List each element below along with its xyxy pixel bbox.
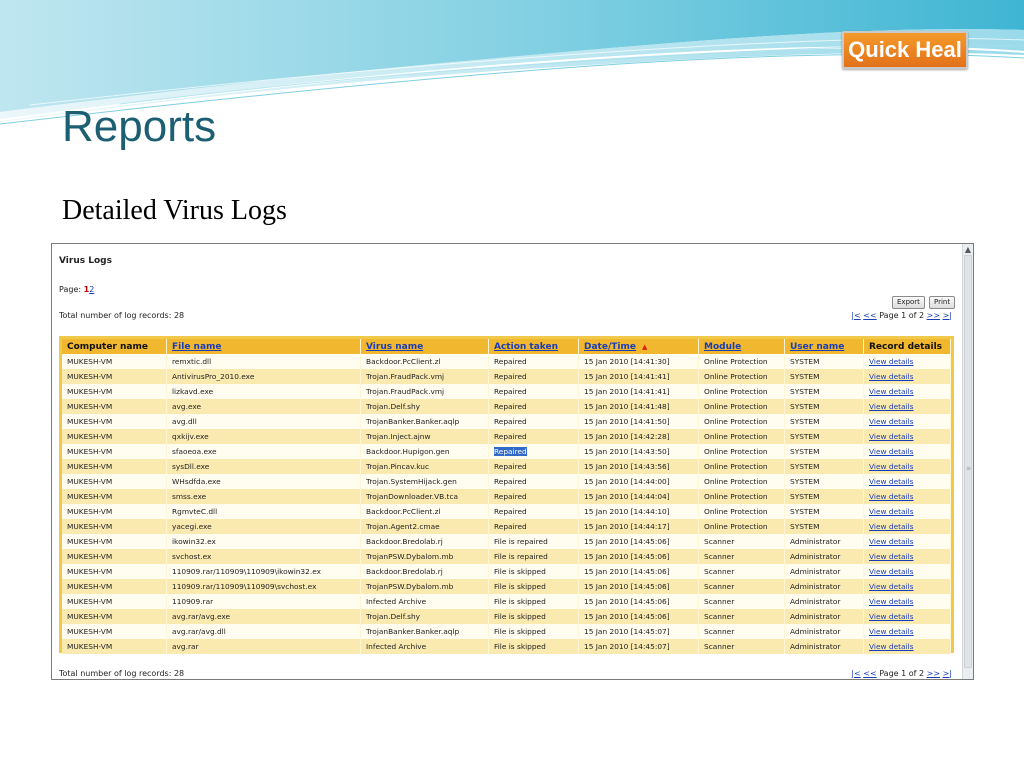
user-name-cell: Administrator	[785, 594, 864, 609]
module-cell: Online Protection	[699, 384, 785, 399]
date-time-cell: 15 Jan 2010 [14:44:04]	[579, 489, 699, 504]
computer-name-cell: MUKESH-VM	[62, 489, 167, 504]
table-row	[62, 624, 951, 639]
last-page-link[interactable]: >|	[942, 311, 952, 320]
computer-name-cell: MUKESH-VM	[62, 369, 167, 384]
virus-name-cell: TrojanPSW.Dybalom.mb	[361, 579, 489, 594]
virus-name-cell: Backdoor.PcClient.zl	[361, 504, 489, 519]
prev-page-link[interactable]: <<	[863, 311, 877, 320]
view-details-link[interactable]: View details	[869, 552, 914, 561]
action-taken-cell: Repaired	[489, 369, 579, 384]
record-details-cell	[864, 624, 951, 639]
table-row	[62, 564, 951, 579]
module-cell: Online Protection	[699, 459, 785, 474]
module-cell: Online Protection	[699, 369, 785, 384]
column-header[interactable]	[489, 339, 579, 354]
user-name-cell: Administrator	[785, 579, 864, 594]
table-row	[62, 609, 951, 624]
page-selector	[59, 285, 94, 294]
page-2-link[interactable]: 2	[89, 285, 95, 294]
user-name-cell: SYSTEM	[785, 474, 864, 489]
computer-name-cell: MUKESH-VM	[62, 534, 167, 549]
module-cell: Online Protection	[699, 474, 785, 489]
computer-name-cell: MUKESH-VM	[62, 414, 167, 429]
action-taken-cell: Repaired	[489, 474, 579, 489]
file-name-cell: yacegi.exe	[167, 519, 361, 534]
virus-name-cell: Trojan.SystemHijack.gen	[361, 474, 489, 489]
prev-page-link[interactable]: <<	[863, 669, 877, 678]
date-time-cell: 15 Jan 2010 [14:44:00]	[579, 474, 699, 489]
table-row	[62, 474, 951, 489]
column-header-label: Module	[704, 341, 742, 352]
column-header-label: User name	[790, 341, 845, 352]
action-taken-cell: File is skipped	[489, 579, 579, 594]
date-time-cell: 15 Jan 2010 [14:41:41]	[579, 384, 699, 399]
computer-name-cell: MUKESH-VM	[62, 594, 167, 609]
computer-name-cell: MUKESH-VM	[62, 639, 167, 654]
user-name-cell: SYSTEM	[785, 444, 864, 459]
module-cell: Online Protection	[699, 444, 785, 459]
virus-name-cell: Backdoor.PcClient.zl	[361, 354, 489, 369]
date-time-cell: 15 Jan 2010 [14:45:06]	[579, 534, 699, 549]
user-name-cell: SYSTEM	[785, 429, 864, 444]
module-cell: Online Protection	[699, 414, 785, 429]
file-name-cell: svchost.ex	[167, 549, 361, 564]
virus-name-cell: Backdoor.Bredolab.rj	[361, 534, 489, 549]
column-header	[62, 339, 167, 354]
file-name-cell: smss.exe	[167, 489, 361, 504]
virus-logs-title: Virus Logs	[59, 256, 112, 266]
pagination-top	[851, 311, 952, 320]
module-cell: Online Protection	[699, 504, 785, 519]
computer-name-cell: MUKESH-VM	[62, 579, 167, 594]
module-cell: Scanner	[699, 609, 785, 624]
view-details-link[interactable]: View details	[869, 567, 914, 576]
record-details-cell	[864, 369, 951, 384]
file-name-cell: avg.dll	[167, 414, 361, 429]
virus-name-cell: TrojanBanker.Banker.aqlp	[361, 624, 489, 639]
module-cell: Online Protection	[699, 489, 785, 504]
view-details-link[interactable]: View details	[869, 582, 914, 591]
user-name-cell: Administrator	[785, 564, 864, 579]
table-row	[62, 399, 951, 414]
column-header[interactable]	[579, 339, 699, 354]
virus-name-cell: Infected Archive	[361, 639, 489, 654]
file-name-cell: 110909.rar/110909\110909\ikowin32.ex	[167, 564, 361, 579]
action-taken-cell: Repaired	[489, 429, 579, 444]
user-name-cell: SYSTEM	[785, 459, 864, 474]
record-details-cell	[864, 489, 951, 504]
total-records-bottom: Total number of log records: 28	[59, 669, 185, 678]
record-details-cell	[864, 549, 951, 564]
module-cell: Online Protection	[699, 399, 785, 414]
date-time-cell: 15 Jan 2010 [14:45:06]	[579, 564, 699, 579]
view-details-link[interactable]: View details	[869, 372, 914, 381]
computer-name-cell: MUKESH-VM	[62, 354, 167, 369]
date-time-cell: 15 Jan 2010 [14:45:06]	[579, 579, 699, 594]
date-time-cell: 15 Jan 2010 [14:44:17]	[579, 519, 699, 534]
table-row	[62, 459, 951, 474]
action-taken-cell: File is skipped	[489, 624, 579, 639]
user-name-cell: SYSTEM	[785, 399, 864, 414]
column-header[interactable]	[699, 339, 785, 354]
file-name-cell: avg.rar	[167, 639, 361, 654]
virus-name-cell: Trojan.Pincav.kuc	[361, 459, 489, 474]
virus-name-cell: TrojanDownloader.VB.tca	[361, 489, 489, 504]
virus-name-cell: Trojan.Delf.shy	[361, 609, 489, 624]
view-details-link[interactable]: View details	[869, 432, 914, 441]
user-name-cell: SYSTEM	[785, 369, 864, 384]
view-details-link[interactable]: View details	[869, 537, 914, 546]
selected-text: Repaired	[494, 447, 527, 456]
virus-name-cell: TrojanPSW.Dybalom.mb	[361, 549, 489, 564]
table-row	[62, 534, 951, 549]
user-name-cell: SYSTEM	[785, 354, 864, 369]
computer-name-cell: MUKESH-VM	[62, 384, 167, 399]
file-name-cell: RgmvteC.dll	[167, 504, 361, 519]
action-taken-cell: Repaired	[489, 354, 579, 369]
sort-ascending-icon[interactable]: ▲	[641, 342, 648, 351]
file-name-cell: ikowin32.ex	[167, 534, 361, 549]
date-time-cell: 15 Jan 2010 [14:41:50]	[579, 414, 699, 429]
virus-logs-screenshot	[51, 243, 974, 680]
action-taken-cell: Repaired	[489, 384, 579, 399]
date-time-cell: 15 Jan 2010 [14:45:06]	[579, 609, 699, 624]
computer-name-cell: MUKESH-VM	[62, 444, 167, 459]
virus-name-cell: Trojan.FraudPack.vmj	[361, 369, 489, 384]
file-name-cell: avg.rar/avg.dll	[167, 624, 361, 639]
action-taken-cell: Repaired	[489, 414, 579, 429]
scrollbar-thumb[interactable]	[964, 255, 972, 668]
module-cell: Scanner	[699, 624, 785, 639]
module-cell: Scanner	[699, 639, 785, 654]
record-details-cell	[864, 399, 951, 414]
view-details-link[interactable]: View details	[869, 477, 914, 486]
date-time-cell: 15 Jan 2010 [14:45:06]	[579, 549, 699, 564]
virus-log-table	[62, 339, 951, 654]
user-name-cell: SYSTEM	[785, 414, 864, 429]
table-row	[62, 549, 951, 564]
computer-name-cell: MUKESH-VM	[62, 624, 167, 639]
page-info: Page 1 of 2	[879, 669, 925, 678]
module-cell: Online Protection	[699, 354, 785, 369]
computer-name-cell: MUKESH-VM	[62, 609, 167, 624]
date-time-cell: 15 Jan 2010 [14:45:06]	[579, 594, 699, 609]
table-row	[62, 504, 951, 519]
date-time-cell: 15 Jan 2010 [14:44:10]	[579, 504, 699, 519]
view-details-link[interactable]: View details	[869, 612, 914, 621]
virus-name-cell: Backdoor.Hupigon.gen	[361, 444, 489, 459]
date-time-cell: 15 Jan 2010 [14:41:41]	[579, 369, 699, 384]
column-header[interactable]	[167, 339, 361, 354]
column-header-label: File name	[172, 341, 222, 352]
file-name-cell: WHsdfda.exe	[167, 474, 361, 489]
column-header	[864, 339, 951, 354]
record-details-cell	[864, 474, 951, 489]
date-time-cell: 15 Jan 2010 [14:41:48]	[579, 399, 699, 414]
table-row	[62, 519, 951, 534]
column-header-label: Date/Time	[584, 341, 636, 352]
table-row	[62, 639, 951, 654]
file-name-cell: 110909.rar	[167, 594, 361, 609]
date-time-cell: 15 Jan 2010 [14:45:07]	[579, 639, 699, 654]
column-header-label: Computer name	[67, 341, 148, 352]
action-taken-cell: File is skipped	[489, 594, 579, 609]
table-row	[62, 384, 951, 399]
last-page-link[interactable]: >|	[942, 669, 952, 678]
file-name-cell: qxkijv.exe	[167, 429, 361, 444]
action-taken-cell: Repaired	[489, 519, 579, 534]
scroll-up-arrow-icon[interactable]: ▲	[964, 245, 972, 254]
computer-name-cell: MUKESH-VM	[62, 429, 167, 444]
computer-name-cell: MUKESH-VM	[62, 474, 167, 489]
table-row	[62, 594, 951, 609]
table-row	[62, 369, 951, 384]
export-button[interactable]: Export	[892, 296, 925, 309]
pagination-bottom	[851, 669, 952, 678]
file-name-cell: avg.rar/avg.exe	[167, 609, 361, 624]
view-details-link[interactable]: View details	[869, 507, 914, 516]
virus-name-cell: Infected Archive	[361, 594, 489, 609]
record-details-cell	[864, 579, 951, 594]
virus-name-cell: Trojan.FraudPack.vmj	[361, 384, 489, 399]
user-name-cell: SYSTEM	[785, 519, 864, 534]
file-name-cell: lizkavd.exe	[167, 384, 361, 399]
record-details-cell	[864, 594, 951, 609]
column-header-label: Record details	[869, 341, 943, 352]
file-name-cell: remxtic.dll	[167, 354, 361, 369]
scroll-grip-icon: ≡	[966, 465, 972, 472]
user-name-cell: Administrator	[785, 624, 864, 639]
next-page-link[interactable]: >>	[926, 311, 941, 320]
computer-name-cell: MUKESH-VM	[62, 564, 167, 579]
view-details-link[interactable]: View details	[869, 387, 914, 396]
action-taken-cell	[489, 444, 579, 459]
page-label: Page:	[59, 285, 82, 294]
computer-name-cell: MUKESH-VM	[62, 399, 167, 414]
action-taken-cell: File is repaired	[489, 549, 579, 564]
table-body	[62, 354, 951, 654]
action-taken-cell: File is skipped	[489, 639, 579, 654]
table-header-row	[62, 339, 951, 354]
view-details-link[interactable]: View details	[869, 642, 914, 651]
record-details-cell	[864, 384, 951, 399]
user-name-cell: Administrator	[785, 609, 864, 624]
virus-name-cell: Backdoor.Bredolab.rj	[361, 564, 489, 579]
first-page-link[interactable]: |<	[851, 311, 861, 320]
date-time-cell: 15 Jan 2010 [14:45:07]	[579, 624, 699, 639]
action-taken-cell: Repaired	[489, 399, 579, 414]
slide-subtitle: Detailed Virus Logs	[62, 195, 287, 226]
next-page-link[interactable]: >>	[926, 669, 941, 678]
module-cell: Online Protection	[699, 519, 785, 534]
table-row	[62, 444, 951, 459]
record-details-cell	[864, 639, 951, 654]
page-info: Page 1 of 2	[879, 311, 925, 320]
date-time-cell: 15 Jan 2010 [14:43:56]	[579, 459, 699, 474]
file-name-cell: AntivirusPro_2010.exe	[167, 369, 361, 384]
view-details-link[interactable]: View details	[869, 627, 914, 636]
view-details-link[interactable]: View details	[869, 522, 914, 531]
record-details-cell	[864, 459, 951, 474]
record-details-cell	[864, 429, 951, 444]
total-records-top: Total number of log records: 28	[59, 311, 185, 320]
user-name-cell: SYSTEM	[785, 489, 864, 504]
view-details-link[interactable]: View details	[869, 447, 914, 456]
virus-name-cell: Trojan.Agent2.cmae	[361, 519, 489, 534]
vertical-scrollbar[interactable]	[962, 244, 973, 679]
record-details-cell	[864, 519, 951, 534]
record-details-cell	[864, 534, 951, 549]
user-name-cell: SYSTEM	[785, 384, 864, 399]
computer-name-cell: MUKESH-VM	[62, 459, 167, 474]
date-time-cell: 15 Jan 2010 [14:41:30]	[579, 354, 699, 369]
file-name-cell: sysDll.exe	[167, 459, 361, 474]
file-name-cell: 110909.rar/110909\110909\svchost.ex	[167, 579, 361, 594]
user-name-cell: Administrator	[785, 549, 864, 564]
record-details-cell	[864, 504, 951, 519]
computer-name-cell: MUKESH-VM	[62, 549, 167, 564]
date-time-cell: 15 Jan 2010 [14:42:28]	[579, 429, 699, 444]
user-name-cell: SYSTEM	[785, 504, 864, 519]
date-time-cell: 15 Jan 2010 [14:43:50]	[579, 444, 699, 459]
table-row	[62, 429, 951, 444]
first-page-link[interactable]: |<	[851, 669, 861, 678]
module-cell: Scanner	[699, 579, 785, 594]
computer-name-cell: MUKESH-VM	[62, 504, 167, 519]
action-taken-cell: File is skipped	[489, 609, 579, 624]
view-details-link[interactable]: View details	[869, 492, 914, 501]
column-header[interactable]	[785, 339, 864, 354]
user-name-cell: Administrator	[785, 639, 864, 654]
module-cell: Scanner	[699, 594, 785, 609]
module-cell: Online Protection	[699, 429, 785, 444]
table-row	[62, 354, 951, 369]
virus-log-table-frame	[59, 336, 954, 653]
record-details-cell	[864, 444, 951, 459]
file-name-cell: avg.exe	[167, 399, 361, 414]
virus-name-cell: Trojan.Delf.shy	[361, 399, 489, 414]
slide-title: Reports	[62, 102, 217, 151]
module-cell: Scanner	[699, 564, 785, 579]
view-details-link[interactable]: View details	[869, 597, 914, 606]
action-taken-cell: File is repaired	[489, 534, 579, 549]
virus-name-cell: TrojanBanker.Banker.aqlp	[361, 414, 489, 429]
quick-heal-logo: Quick Heal	[842, 31, 968, 69]
module-cell: Scanner	[699, 549, 785, 564]
action-taken-cell: Repaired	[489, 489, 579, 504]
record-details-cell	[864, 564, 951, 579]
action-taken-cell: Repaired	[489, 504, 579, 519]
action-taken-cell: File is skipped	[489, 564, 579, 579]
view-details-link[interactable]: View details	[869, 357, 914, 366]
current-page-number: 1	[83, 285, 90, 294]
column-header-label: Virus name	[366, 341, 424, 352]
table-row	[62, 579, 951, 594]
user-name-cell: Administrator	[785, 534, 864, 549]
print-button[interactable]: Print	[929, 296, 955, 309]
column-header[interactable]	[361, 339, 489, 354]
file-name-cell: sfaoeoa.exe	[167, 444, 361, 459]
module-cell: Scanner	[699, 534, 785, 549]
table-row	[62, 489, 951, 504]
table-row	[62, 414, 951, 429]
column-header-label: Action taken	[494, 341, 559, 352]
virus-name-cell: Trojan.Inject.ajnw	[361, 429, 489, 444]
view-details-link[interactable]: View details	[869, 462, 914, 471]
record-details-cell	[864, 609, 951, 624]
action-taken-cell: Repaired	[489, 459, 579, 474]
record-details-cell	[864, 414, 951, 429]
computer-name-cell: MUKESH-VM	[62, 519, 167, 534]
view-details-link[interactable]: View details	[869, 402, 914, 411]
record-details-cell	[864, 354, 951, 369]
view-details-link[interactable]: View details	[869, 417, 914, 426]
